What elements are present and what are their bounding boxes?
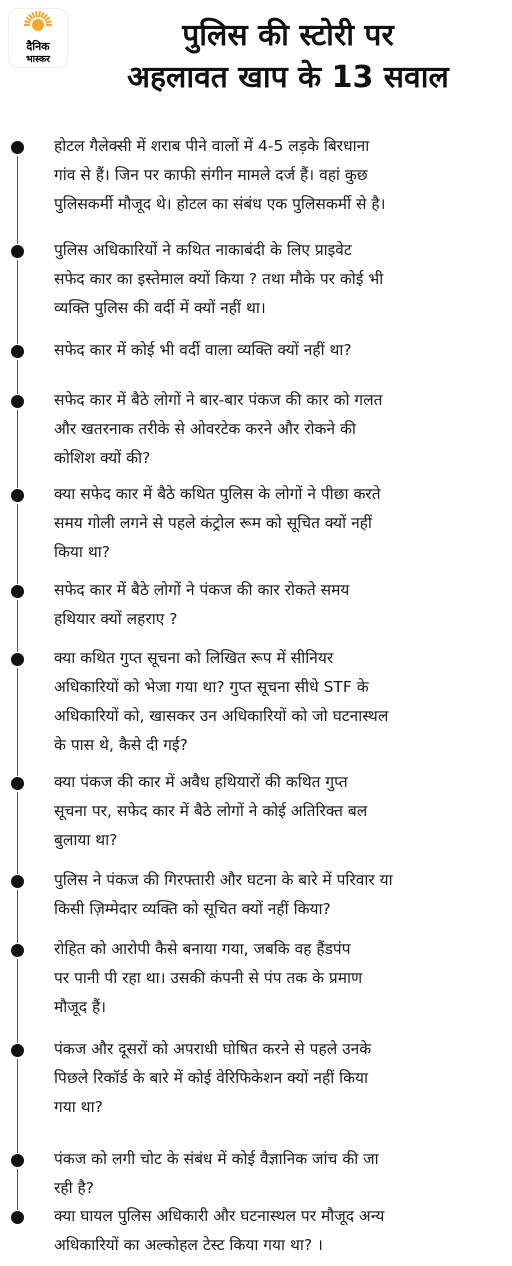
question-text: पंकज को लगी चोट के संबंध में कोई वैज्ञानिक जांच की जा रही है? [54,1150,379,1197]
question-text: क्या कथित गुप्त सूचना को लिखित रूप में सीनियर अधिकारियों को भेजा गया था? गुप्त सूचना सीधे STF के अधिकारियों को, खासकर उन अधिकारियों को जो घटनास्थल के पास थे, कैसे दी गई? [54,649,389,754]
question-text: सफेद कार में बैठे लोगों ने पंकज की कार रोकते समय हथियार क्यों लहराए ? [54,581,350,628]
timeline-connector [17,668,18,776]
logo-line2: भास्कर [25,54,51,65]
question-text: पंकज और दूसरों को अपराधी घोषित करने से पहले उनके पिछले रिकॉर्ड के बारे में कोई वेरिफिकेशन क्यों नहीं किया गया था? [54,1040,372,1116]
question-text: क्या सफेद कार में बैठे कथित पुलिस के लोगों ने पीछा करते समय गोली लगने से पहले कंट्रोल रूम को सूचित क्यों नहीं किया था? [54,485,381,561]
question-text: रोहित को आरोपी कैसे बनाया गया, जबकि वह हैंडपंप पर पानी पी रहा था। उसकी कंपनी से पंप तक के प्रमाण मौजूद हैं। [54,940,363,1016]
question-item [0,570,512,634]
bullet-dot-icon [11,653,24,666]
sun-ray [39,11,40,17]
bullet-dot-icon [11,777,24,790]
question-item [0,929,512,1025]
bullet-dot-icon [11,245,24,258]
bullet-dot-icon [11,1044,24,1057]
title-line-1: पुलिस की स्टोरी पर [182,18,394,53]
header [0,0,512,116]
bullet-dot-icon [11,585,24,598]
bullet-dot-icon [11,1211,24,1224]
bullet-dot-icon [11,345,24,358]
question-text: क्या घायल पुलिस अधिकारी और घटनास्थल पर मौजूद अन्य अधिकारियों का अल्कोहल टेस्ट किया गया था? । [54,1207,385,1254]
question-item [0,474,512,564]
question-text: सफेद कार में बैठे लोगों ने बार-बार पंकज की कार को गलत और खतरनाक तरीके से ओवरटेक करने और रोकने की कोशिश क्यों की? [54,391,383,467]
question-item [0,330,512,376]
question-text: सफेद कार में कोई भी वर्दी वाला व्यक्ति क्यों नहीं था? [54,341,352,359]
bullet-dot-icon [11,395,24,408]
page-title [72,16,504,100]
bullet-dot-icon [11,1154,24,1167]
question-item [0,1196,512,1256]
question-item [0,1139,512,1197]
sun-logo-icon [8,8,68,68]
question-item [0,762,512,854]
question-item [0,380,512,470]
question-text: क्या पंकज की कार में अवैध हथियारों की कथित गुप्त सूचना पर, सफेद कार में बैठे लोगों ने कोई अतिरिक्त बल बुलाया था? [54,773,368,849]
bullet-dot-icon [11,944,24,957]
logo-line1: दैनिक [26,40,50,53]
question-item [0,126,512,222]
questions-list [0,126,512,1266]
question-item [0,230,512,324]
question-text: होटल गैलेक्सी में शराब पीने वालों में 4-5 लड़के बिरधाना गांव से हैं। जिन पर काफी संगीन मामले दर्ज हैं। वहां कुछ पुलिसकर्मी मौजूद थे। होटल का संबंध एक पुलिसकर्मी से है। [54,137,386,213]
question-item [0,860,512,926]
bullet-dot-icon [11,489,24,502]
bullet-dot-icon [11,875,24,888]
question-text: पुलिस ने पंकज की गिरफ्तारी और घटना के बारे में परिवार या किसी ज़िम्मेदार व्यक्ति को सूचित क्यों नहीं किया? [54,871,393,918]
dainik-bhaskar-logo [8,8,68,68]
question-text: पुलिस अधिकारियों ने कथित नाकाबंदी के लिए प्राइवेट सफेद कार का इस्तेमाल क्यों किया ? तथा मौके पर कोई भी व्यक्ति पुलिस की वर्दी में क्यों नहीं था। [54,241,384,317]
title-line-2: अहलावत खाप के 13 सवाल [127,60,449,95]
question-item [0,1029,512,1133]
question-item [0,638,512,758]
bullet-dot-icon [11,141,24,154]
sun-ray [36,11,37,17]
